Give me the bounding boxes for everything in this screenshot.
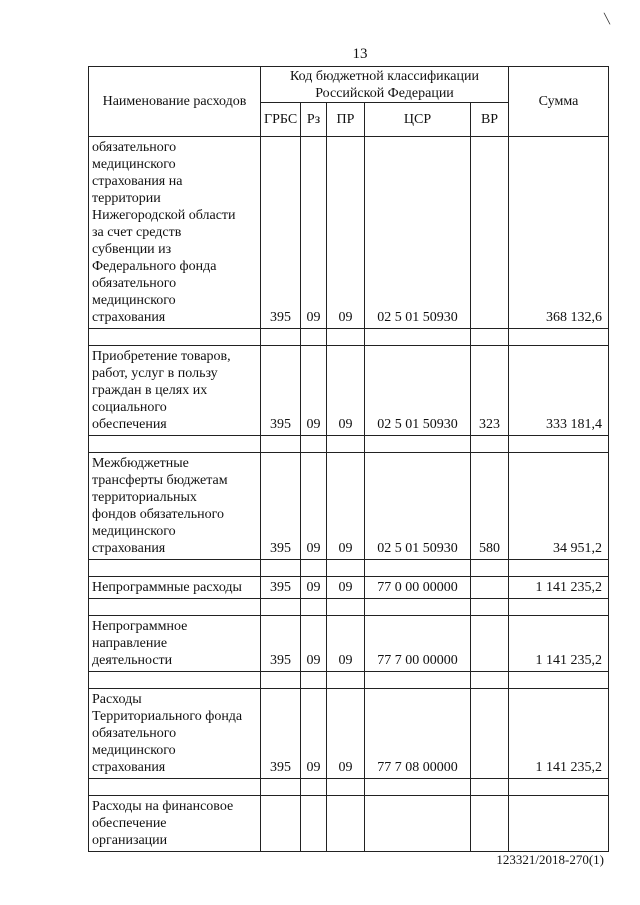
sum-cell: 1 141 235,2 bbox=[509, 577, 609, 599]
header-name: Наименование расходов bbox=[89, 67, 261, 137]
spacer-row bbox=[89, 436, 609, 453]
spacer-cell bbox=[365, 672, 471, 689]
vr-cell: 580 bbox=[471, 453, 509, 560]
spacer-cell bbox=[301, 329, 327, 346]
spacer-cell bbox=[261, 672, 301, 689]
table-row bbox=[89, 137, 609, 329]
table-row bbox=[89, 453, 609, 560]
header-vr: ВР bbox=[471, 103, 509, 137]
expense-name-line: обязательного bbox=[92, 140, 177, 155]
sum-cell: 333 181,4 bbox=[509, 346, 609, 436]
expense-name-line: территориальных bbox=[92, 490, 197, 505]
spacer-cell bbox=[261, 329, 301, 346]
expense-name-line: субвенции из bbox=[92, 242, 172, 257]
spacer-cell bbox=[327, 599, 365, 616]
document-code: 123321/2018-270(1) bbox=[496, 852, 604, 867]
spacer-cell bbox=[327, 560, 365, 577]
grbs-cell: 395 bbox=[261, 346, 301, 436]
spacer-cell bbox=[261, 779, 301, 796]
pr-cell: 09 bbox=[327, 137, 365, 329]
spacer-cell bbox=[471, 560, 509, 577]
spacer-cell bbox=[301, 779, 327, 796]
expense-name-line: фондов обязательного bbox=[92, 507, 224, 522]
csr-cell bbox=[365, 796, 471, 852]
expense-name-line: медицинского bbox=[92, 743, 176, 758]
header-sum: Сумма bbox=[509, 67, 609, 137]
rz-cell: 09 bbox=[301, 577, 327, 599]
spacer-cell bbox=[509, 560, 609, 577]
expense-name-line: медицинского bbox=[92, 524, 176, 539]
expense-name-cell bbox=[89, 689, 261, 779]
spacer-cell bbox=[327, 779, 365, 796]
vr-cell bbox=[471, 616, 509, 672]
grbs-cell: 395 bbox=[261, 137, 301, 329]
spacer-cell bbox=[509, 329, 609, 346]
spacer-cell bbox=[89, 329, 261, 346]
expense-name-line: Расходы на финансовое bbox=[92, 799, 234, 814]
rz-cell: 09 bbox=[301, 689, 327, 779]
table-row bbox=[89, 796, 609, 852]
spacer-cell bbox=[365, 560, 471, 577]
expense-name-cell bbox=[89, 346, 261, 436]
expense-name-line: Расходы bbox=[92, 692, 142, 707]
table-row bbox=[89, 616, 609, 672]
header-grbs: ГРБС bbox=[261, 103, 301, 137]
expense-name-cell bbox=[89, 796, 261, 852]
pr-cell: 09 bbox=[327, 577, 365, 599]
expense-name-line: страхования bbox=[92, 310, 166, 325]
pr-cell: 09 bbox=[327, 453, 365, 560]
vr-cell bbox=[471, 796, 509, 852]
expense-name-cell bbox=[89, 453, 261, 560]
page-number: 13 bbox=[352, 46, 368, 62]
spacer-cell bbox=[301, 672, 327, 689]
corner-mark: ╲ bbox=[604, 14, 611, 25]
spacer-cell bbox=[509, 672, 609, 689]
sum-cell: 34 951,2 bbox=[509, 453, 609, 560]
expense-name-line: за счет средств bbox=[92, 225, 182, 240]
spacer-row bbox=[89, 560, 609, 577]
spacer-cell bbox=[471, 436, 509, 453]
spacer-cell bbox=[327, 672, 365, 689]
sum-cell: 368 132,6 bbox=[509, 137, 609, 329]
sum-cell: 1 141 235,2 bbox=[509, 689, 609, 779]
spacer-row bbox=[89, 779, 609, 796]
expense-name-line: Федерального фонда bbox=[92, 259, 217, 274]
grbs-cell: 395 bbox=[261, 689, 301, 779]
expense-name-line: медицинского bbox=[92, 293, 176, 308]
spacer-cell bbox=[89, 436, 261, 453]
expense-name-line: социального bbox=[92, 400, 167, 415]
spacer-cell bbox=[365, 436, 471, 453]
sum-cell bbox=[509, 796, 609, 852]
spacer-cell bbox=[261, 599, 301, 616]
expense-name-line: страхования bbox=[92, 760, 166, 775]
spacer-row bbox=[89, 672, 609, 689]
spacer-cell bbox=[365, 329, 471, 346]
csr-cell: 77 7 08 00000 bbox=[365, 689, 471, 779]
vr-cell: 323 bbox=[471, 346, 509, 436]
expense-name-line: трансферты бюджетам bbox=[92, 473, 228, 488]
vr-cell bbox=[471, 577, 509, 599]
pr-cell: 09 bbox=[327, 346, 365, 436]
rz-cell bbox=[301, 796, 327, 852]
expense-name-line: обеспечения bbox=[92, 417, 167, 432]
spacer-cell bbox=[509, 436, 609, 453]
grbs-cell bbox=[261, 796, 301, 852]
spacer-cell bbox=[471, 599, 509, 616]
rz-cell: 09 bbox=[301, 137, 327, 329]
pr-cell: 09 bbox=[327, 616, 365, 672]
table-body bbox=[89, 137, 609, 852]
header-row-top bbox=[89, 67, 609, 103]
spacer-cell bbox=[471, 329, 509, 346]
spacer-cell bbox=[89, 599, 261, 616]
header-pr: ПР bbox=[327, 103, 365, 137]
expense-name-line: территории bbox=[92, 191, 161, 206]
csr-cell: 02 5 01 50930 bbox=[365, 137, 471, 329]
expense-name-line: страхования на bbox=[92, 174, 183, 189]
spacer-cell bbox=[89, 672, 261, 689]
spacer-cell bbox=[327, 436, 365, 453]
pr-cell bbox=[327, 796, 365, 852]
expense-name-line: Непрограммное bbox=[92, 619, 188, 634]
expense-name-line: Непрограммные расходы bbox=[92, 580, 242, 595]
expense-name-line: направление bbox=[92, 636, 168, 651]
spacer-cell bbox=[89, 560, 261, 577]
expense-name-line: Нижегородской области bbox=[92, 208, 236, 223]
grbs-cell: 395 bbox=[261, 616, 301, 672]
header-rz: Рз bbox=[301, 103, 327, 137]
rz-cell: 09 bbox=[301, 346, 327, 436]
spacer-cell bbox=[301, 560, 327, 577]
expense-name-line: деятельности bbox=[92, 653, 173, 668]
csr-cell: 02 5 01 50930 bbox=[365, 453, 471, 560]
grbs-cell: 395 bbox=[261, 577, 301, 599]
expense-name-line: обеспечение bbox=[92, 816, 167, 831]
spacer-row bbox=[89, 599, 609, 616]
pr-cell: 09 bbox=[327, 689, 365, 779]
expense-name-line: граждан в целях их bbox=[92, 383, 208, 398]
spacer-cell bbox=[327, 329, 365, 346]
expense-name-line: страхования bbox=[92, 541, 166, 556]
spacer-cell bbox=[365, 599, 471, 616]
spacer-cell bbox=[301, 599, 327, 616]
expense-name-cell bbox=[89, 577, 261, 599]
csr-cell: 77 7 00 00000 bbox=[365, 616, 471, 672]
spacer-cell bbox=[261, 436, 301, 453]
grbs-cell: 395 bbox=[261, 453, 301, 560]
table-row bbox=[89, 689, 609, 779]
expense-name-line: обязательного bbox=[92, 276, 177, 291]
expense-name-line: Территориального фонда bbox=[92, 709, 243, 724]
spacer-cell bbox=[471, 672, 509, 689]
spacer-cell bbox=[365, 779, 471, 796]
sum-cell: 1 141 235,2 bbox=[509, 616, 609, 672]
vr-cell bbox=[471, 689, 509, 779]
table-row bbox=[89, 577, 609, 599]
csr-cell: 77 0 00 00000 bbox=[365, 577, 471, 599]
expense-name-cell bbox=[89, 137, 261, 329]
expense-name-line: организации bbox=[92, 833, 168, 848]
spacer-cell bbox=[89, 779, 261, 796]
expense-name-line: работ, услуг в пользу bbox=[92, 366, 218, 381]
spacer-cell bbox=[509, 779, 609, 796]
spacer-cell bbox=[301, 436, 327, 453]
spacer-cell bbox=[261, 560, 301, 577]
expense-name-line: Приобретение товаров, bbox=[92, 349, 231, 364]
rz-cell: 09 bbox=[301, 453, 327, 560]
vr-cell bbox=[471, 137, 509, 329]
expense-name-line: обязательного bbox=[92, 726, 177, 741]
budget-table bbox=[88, 66, 609, 852]
spacer-row bbox=[89, 329, 609, 346]
csr-cell: 02 5 01 50930 bbox=[365, 346, 471, 436]
spacer-cell bbox=[471, 779, 509, 796]
table-row bbox=[89, 346, 609, 436]
header-code-group: Код бюджетной классификации Российской Федерации bbox=[261, 67, 509, 103]
expense-name-line: медицинского bbox=[92, 157, 176, 172]
expense-name-cell bbox=[89, 616, 261, 672]
header-csr: ЦСР bbox=[365, 103, 471, 137]
rz-cell: 09 bbox=[301, 616, 327, 672]
expense-name-line: Межбюджетные bbox=[92, 456, 189, 471]
spacer-cell bbox=[509, 599, 609, 616]
